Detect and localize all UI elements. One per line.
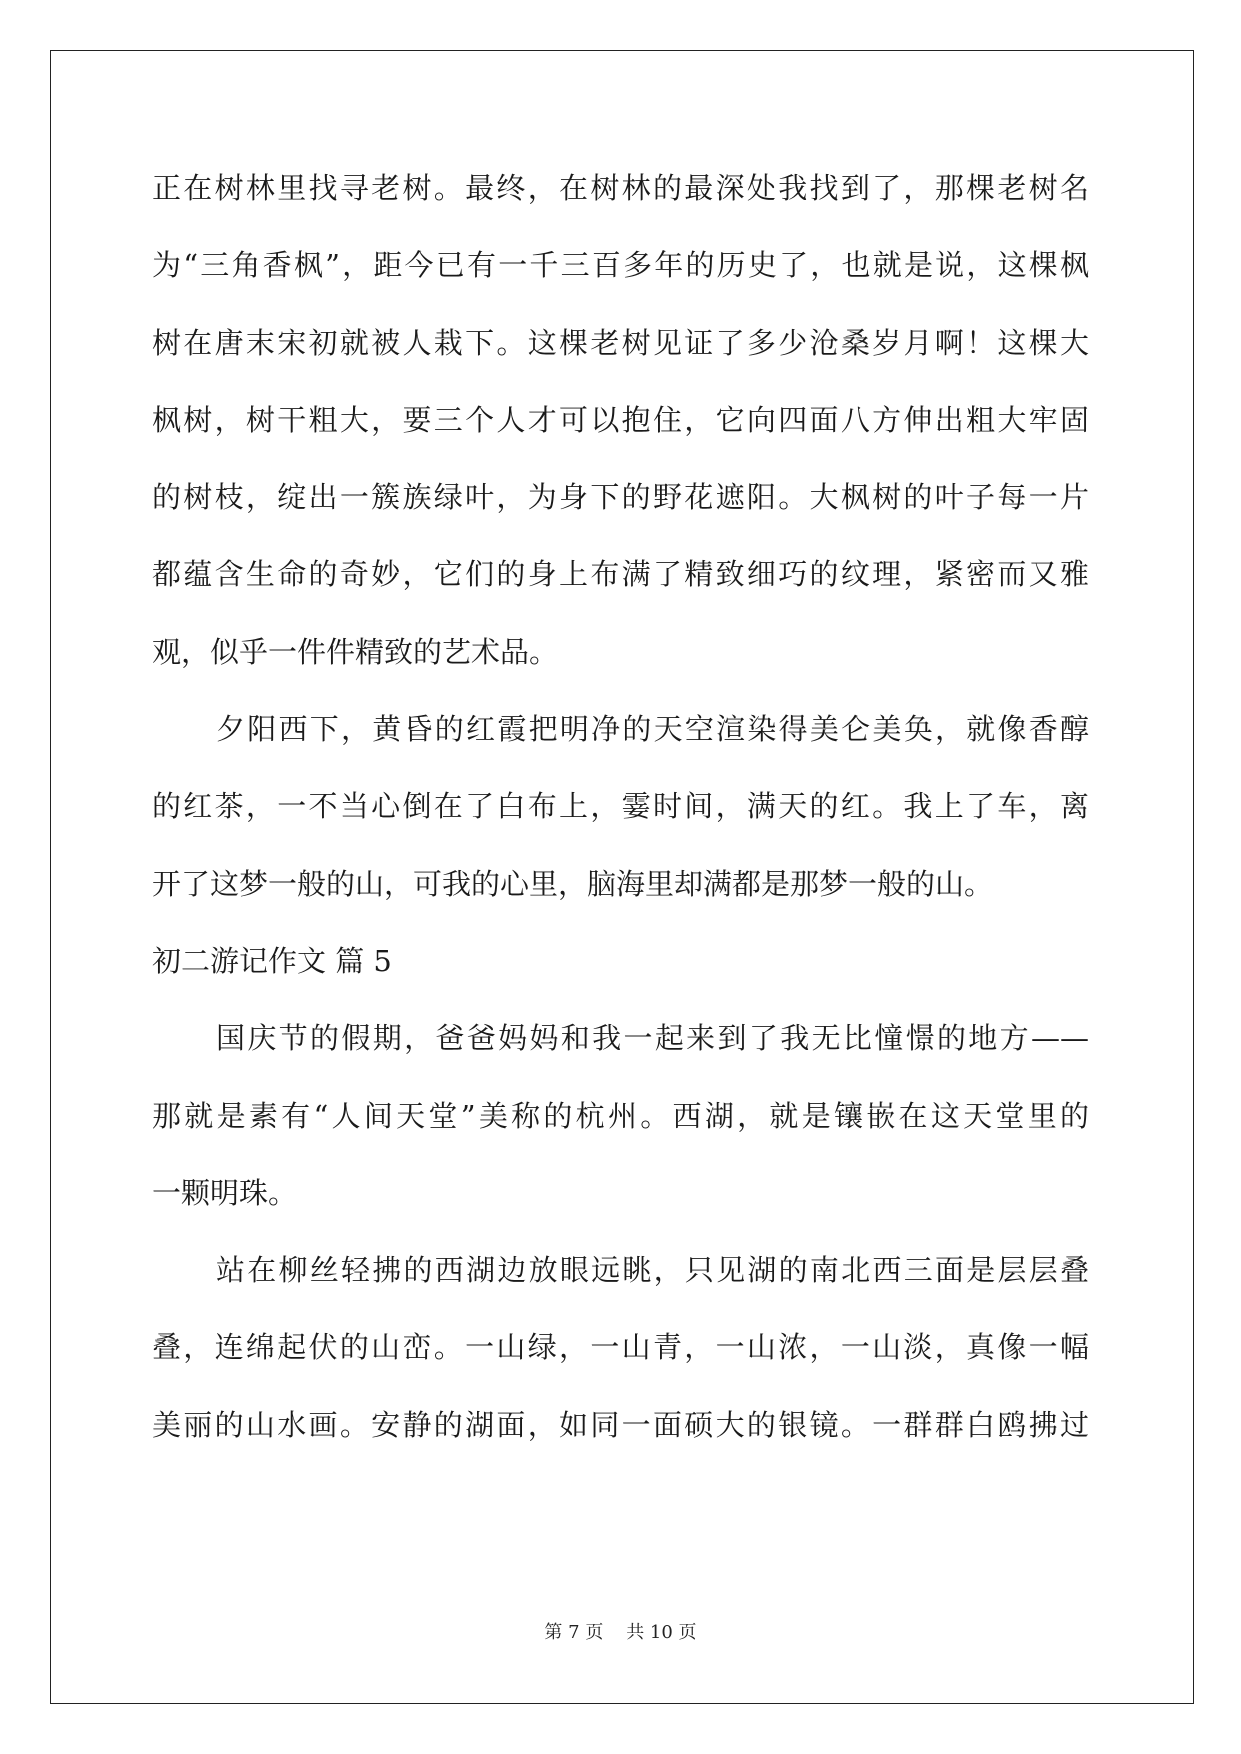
text-line: 树在唐末宋初就被人栽下。这棵老树见证了多少沧桑岁月啊！这棵大: [152, 325, 1089, 360]
text-line: 为“三角香枫”，距今已有一千三百多年的历史了，也就是说，这棵枫: [152, 248, 1089, 283]
text-line: 观，似乎一件件精致的艺术品。: [152, 634, 559, 669]
text-line: 叠，连绵起伏的山峦。一山绿，一山青，一山浓，一山淡，真像一幅: [152, 1330, 1089, 1365]
text-line: 那就是素有“人间天堂”美称的杭州。西湖，就是镶嵌在这天堂里的: [152, 1098, 1089, 1133]
text-line: 的树枝，绽出一簇族绿叶，为身下的野花遮阳。大枫树的叶子每一片: [152, 480, 1089, 515]
text-line: 枫树，树干粗大，要三个人才可以抱住，它向四面八方伸出粗大牢固: [152, 402, 1089, 437]
text-line: 都蕴含生命的奇妙，它们的身上布满了精致细巧的纹理，紧密而又雅: [152, 557, 1089, 592]
page-number: 第 7 页 共 10 页: [544, 1622, 697, 1643]
text-line: 站在柳丝轻拂的西湖边放眼远眺，只见湖的南北西三面是层层叠: [216, 1253, 1089, 1288]
text-line: 正在树林里找寻老树。最终，在树林的最深处我找到了，那棵老树名: [152, 171, 1089, 205]
text-line: 开了这梦一般的山，可我的心里，脑海里却满都是那梦一般的山。: [152, 866, 994, 901]
document-body: [152, 150, 1089, 1464]
text-line: 的红茶，一不当心倒在了白布上，霎时间，满天的红。我上了车，离: [152, 789, 1089, 824]
section-heading: 初二游记作文 篇 5: [152, 943, 392, 978]
text-line: 美丽的山水画。安静的湖面，如同一面硕大的银镜。一群群白鸥拂过: [152, 1407, 1089, 1442]
page-footer: [0, 1618, 1241, 1644]
text-line: 夕阳西下，黄昏的红霞把明净的天空渲染得美仑美奂，就像香醇: [216, 712, 1089, 747]
text-line: 国庆节的假期，爸爸妈妈和我一起来到了我无比憧憬的地方——: [216, 1021, 1089, 1056]
text-line: 一颗明珠。: [152, 1175, 298, 1210]
